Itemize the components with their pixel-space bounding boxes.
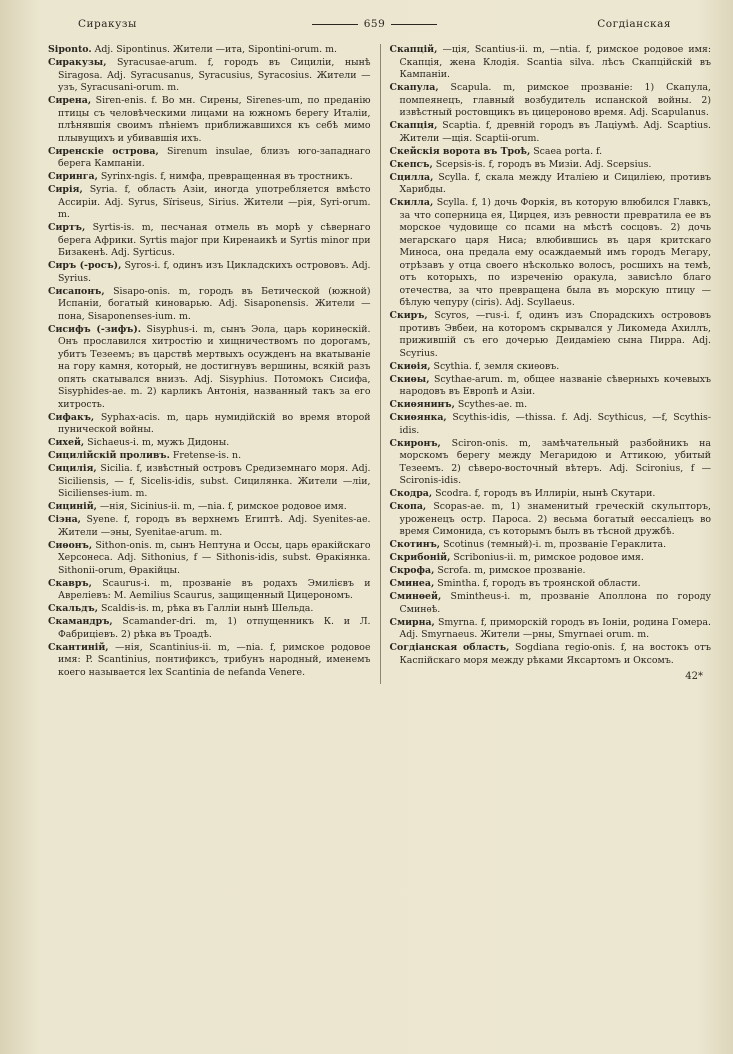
entry-headword: Скиръ, — [389, 310, 428, 321]
entry-definition: Sciron-onis. m, замѣчательный разбойникъ на морскомъ берегу между Мегаридою и Аттикою, убитый Тезеемъ. 2) сѣверо-восточный вѣтеръ. Adj. Scironius, f — Scironis-idis. — [399, 437, 711, 486]
entry-headword: Скиѳы, — [389, 373, 430, 385]
dictionary-entry — [390, 120, 712, 145]
entry-definition: Scaurus-i. m, прозваніе въ родахъ Эмилієвъ и Авреліевъ: M. Aemilius Scaurus, защищенный Цицерономъ. — [58, 577, 371, 601]
dictionary-entry — [48, 437, 371, 450]
entry-definition: Scaptia. f, древній городъ въ Лаціумѣ. Adj. Scaptius. Жители —щія. Scaptii-orum. — [399, 120, 711, 144]
entry-headword: Сирія, — [48, 184, 83, 195]
entry-definition: Scamander-dri. m, 1) отпущенникъ К. и Л. Фабриціевъ. 2) рѣка въ Троадѣ. — [58, 616, 371, 640]
entry-definition: Scrofa. m, римское прозваніе. — [437, 565, 586, 576]
entry-definition: Scotinus (темный)-i. m, прозваніе Гераклита. — [443, 539, 667, 550]
entry-definition: Sithon-onis. m, сынъ Нептуна и Оссы, царь ѳракійскаго Херсонеса. Adj. Sithonius, f — Sithonis-idis, subst. Ѳракіянка. Sithonii-orum, Ѳракійцы. — [58, 539, 371, 576]
header-left-catchword: Сиракузы — [78, 18, 137, 30]
entry-definition: Sirenum insulae, близъ юго-западнаго берега Кампаніи. — [58, 145, 371, 169]
entry-definition: —нія, Scantinius-ii. m, —nia. f, римское родовое имя: P. Scantinius, понтификсъ, трибунъ народный, именемъ коего называется lex Scantinia de nefanda Venere. — [58, 641, 371, 678]
dictionary-entry — [48, 540, 371, 578]
entry-definition: Scythes-ae. m. — [457, 399, 528, 410]
dictionary-entry — [48, 412, 371, 437]
dictionary-entry — [390, 146, 712, 159]
dictionary-entry — [48, 146, 371, 171]
entry-definition: Sichaeus-i. m, мужъ Дидоны. — [87, 437, 230, 448]
entry-definition: Scylla. f, скала между Италіею и Сициліею, противъ Харибды. — [399, 171, 711, 195]
entry-definition: Syene. f, городъ въ верхнемъ Египтѣ. Adj. Syenites-ae. Жители —эны, Syenitae-arum. m. — [58, 514, 371, 538]
dictionary-entry — [390, 310, 712, 360]
entry-definition: Siren-enis. f. Во мн. Сирены, Sirenes-um, по преданію птицы съ человѣческими лицами на южномъ берегу Италіи, плѣнявшія своимъ пѣніемъ приближавшихся къ себѣ мимо плывущихъ и убивавшія ихъ. — [58, 95, 371, 144]
entry-headword: Скрибоній, — [389, 552, 451, 563]
right-column — [380, 44, 712, 684]
entry-definition: Syphax-acis. m, царь нумидійскій во время второй пунической войны. — [58, 411, 371, 435]
dictionary-entry — [390, 552, 712, 565]
entry-definition: Scylla. f, 1) дочь Форкія, въ которую влюбился Главкъ, за что соперница ея, Цирцея, изъ ревности превратила ее въ морское чудовище со псами на мѣстѣ сосцовъ. 2) дочь мегарскаго царя Ниса; влюбившись въ царя критскаго Миноса, она предала ему осаждаемый имъ городъ Мегару, отрѣзавъ у отца своего нѣсколько волосъ, росшихъ на темѣ, отъ которыхъ, по изреченію оракула, зависѣло благо отечества, за что превращена была въ морскую птицу — бѣлую чепуру (ciris). Adj. Scyllaeus. — [399, 197, 711, 308]
dictionary-entry — [48, 171, 371, 184]
entry-definition: Scythis-idis, —thissa. f. Adj. Scythicus, —f, Scythis-idis. — [399, 412, 711, 436]
dictionary-entry — [390, 399, 712, 412]
entry-definition: Adj. Sipontinus. Жители —ита, Sipontini-orum. m. — [94, 44, 337, 55]
entry-definition: Smintheus-i. m, прозваніе Аполлона по городу Сминѳѣ. — [399, 591, 711, 615]
entry-definition: Scyros, —rus-i. f, одинъ изъ Спорадскихъ острововъ противъ Эвбеи, на которомъ скрывался у Ликомеда Ахиллъ, прижившій съ его дочерью Деидаміею сына Пирра. Adj. Scyrius. — [399, 310, 712, 359]
entry-definition: Scaea porta. f. — [533, 145, 603, 157]
entry-definition: —ція, Scantius-ii. m, —ntia. f, римское родовое имя: Скапція, жена Клодія. Scantia silva. лѣсъ Скапційскій въ Кампаніи. — [399, 44, 711, 80]
entry-definition: Sicilia. f, извѣстный островъ Средиземнаго моря. Adj. Siciliensis, — f, Sicelis-idis, subst. Сицилянка. Жители —ліи, Sicilienses-ium. m. — [58, 463, 371, 499]
entry-headword: Сирена, — [48, 95, 92, 106]
entry-headword: Скавръ, — [48, 577, 92, 589]
dictionary-entry — [390, 438, 712, 488]
entry-headword: Скальдъ, — [48, 603, 98, 614]
dictionary-entry — [48, 184, 371, 222]
entry-headword: Скантиній, — [48, 641, 109, 653]
signature-mark: 42* — [685, 671, 703, 682]
dictionary-entry — [390, 412, 712, 437]
dictionary-entry — [48, 616, 371, 641]
dictionary-entry — [390, 374, 712, 399]
entry-definition: —нія, Sicinius-ii. m, —nia. f, римское родовое имя. — [99, 501, 347, 512]
entry-headword: Сицилійскій проливъ. — [48, 450, 170, 461]
entry-definition: Syros-i. f, одинъ изъ Цикладскихъ острововъ. Adj. Syrius. — [58, 260, 371, 284]
dictionary-entry — [48, 324, 371, 412]
dictionary-entry — [390, 197, 712, 310]
entry-headword: Сиракузы, — [48, 57, 107, 68]
text-columns — [48, 44, 711, 684]
entry-headword: Скапцій, — [389, 44, 438, 55]
entry-headword: Сисапонъ, — [48, 285, 105, 297]
dictionary-entry — [390, 539, 712, 552]
dictionary-entry — [390, 488, 712, 501]
entry-headword: Сиренскіе острова, — [48, 145, 159, 157]
entry-headword: Сиръ (-росъ), — [48, 260, 122, 271]
dictionary-entry — [390, 591, 712, 616]
entry-headword: Сминѳей, — [389, 591, 442, 602]
dictionary-entry — [48, 260, 371, 285]
dictionary-entry — [48, 222, 371, 260]
dictionary-entry — [48, 578, 371, 603]
entry-headword: Сисифъ (-зифъ). — [48, 323, 142, 335]
dictionary-entry — [390, 82, 712, 120]
entry-headword: Siponto. — [48, 44, 92, 55]
entry-headword: Сиртъ, — [48, 222, 86, 233]
left-column — [48, 44, 380, 684]
entry-definition: Smyrna. f, приморскій городъ въ Іоніи, родина Гомера. Adj. Smyrnaeus. Жители —рны, Smyrnaei orum. m. — [399, 616, 711, 640]
entry-headword: Сіэна, — [48, 514, 81, 525]
dictionary-entry — [390, 617, 712, 642]
entry-headword: Скапула, — [389, 82, 439, 93]
dictionary-entry — [48, 463, 371, 501]
dictionary-entry — [390, 361, 712, 374]
entry-definition: Syrinx-ngis. f, нимфа, превращенная въ тростникъ. — [100, 171, 353, 182]
entry-definition: Sisapo-onis. m, городъ въ Бетической (южной) Испаніи, богатый киноварью. Adj. Sisaponensis. Жители —пона, Sisaponenses-ium. m. — [58, 285, 371, 322]
dictionary-entry — [390, 642, 712, 667]
dictionary-entry — [48, 57, 371, 95]
entry-headword: Сминеа, — [389, 578, 435, 589]
entry-headword: Сифакъ, — [48, 411, 95, 423]
entry-headword: Скиронъ, — [389, 437, 441, 449]
entry-headword: Смирна, — [389, 616, 435, 628]
entry-definition: Syracusae-arum. f, городъ въ Сициліи, нынѣ Siragosa. Adj. Syracusanus, Syracusius, Syracosius. Жители —узъ, Syracusani-orum. m. — [58, 57, 371, 93]
entry-headword: Скопа, — [389, 501, 427, 512]
header-right-catchword: Согдіанская — [597, 18, 671, 30]
dictionary-entry — [48, 95, 371, 145]
entry-headword: Скамандръ, — [48, 616, 113, 627]
entry-definition: Scaldis-is. m, рѣка въ Галліи нынѣ Шельда. — [100, 603, 314, 614]
entry-definition: Sogdiana regio-onis. f, на востокъ отъ Каспійскаго моря между рѣками Яксартомъ и Оксомъ. — [399, 642, 711, 666]
entry-definition: Scythia. f, земля скиѳовъ. — [433, 360, 560, 372]
header-rule-left — [312, 24, 358, 25]
entry-headword: Скепсъ, — [389, 158, 433, 170]
entry-definition: Scepsis-is. f, городъ въ Мизіи. Adj. Scepsius. — [435, 158, 652, 170]
entry-headword: Сицилія, — [48, 463, 97, 474]
dictionary-entry — [48, 501, 371, 514]
dictionary-entry — [390, 159, 712, 172]
page-number: 659 — [363, 18, 386, 30]
entry-definition: Sisyphus-i. m, сынъ Эола, царь коринѳскій. Онъ прославился хитростію и хищничествомъ по дорогамъ, убитъ Тезеемъ; въ царствѣ мертвыхъ осужденъ на вкатываніе на гору камня, который, не достигнувъ вершины, всякій разъ опять скатывался внизъ. Adj. Sisyphius. Потомокъ Сисифа, Sisyphides-ae. m. 2) карликъ Антонія, названный такъ за его хитрость. — [58, 323, 371, 410]
running-head — [48, 14, 711, 34]
dictionary-entry — [390, 565, 712, 578]
header-rule-right — [391, 24, 437, 25]
dictionary-entry — [48, 44, 371, 57]
entry-definition: Scapula. m, римское прозваніе: 1) Скапула, помпеянецъ, главный возбудитель испанской войны. 2) извѣстный ростовщикъ въ цицероново время. Adj. Scapulanus. — [399, 82, 711, 118]
entry-definition: Scodra. f, городъ въ Иллиріи, нынѣ Скутари. — [435, 488, 656, 499]
entry-headword: Согдіанская область, — [389, 642, 510, 653]
entry-headword: Скиѳянинъ, — [389, 399, 455, 410]
entry-headword: Скейскія ворота въ Троѣ, — [389, 145, 531, 157]
entry-headword: Скилла, — [389, 197, 434, 208]
entry-headword: Скодра, — [389, 488, 433, 499]
dictionary-entry — [390, 501, 712, 539]
entry-definition: Sminthа. f, городъ въ троянской области. — [437, 578, 641, 589]
dictionary-entry — [390, 578, 712, 591]
entry-headword: Скиѳія, — [389, 360, 431, 372]
dictionary-entry — [48, 514, 371, 539]
header-page-number-group — [312, 18, 438, 30]
entry-headword: Скапція, — [389, 120, 438, 131]
entry-definition: Syrtis-is. m, песчаная отмель въ морѣ у сѣвернаго берега Африки. Syrtis major при Киренаикѣ и Syrtis minor при Бизакенѣ. Adj. Syrticus. — [58, 222, 371, 258]
entry-definition: Scribonius-ii. m, римское родовое имя. — [453, 552, 644, 563]
entry-definition: Scythae-arum. m, общее названіе сѣверныхъ кочевыхъ народовъ въ Европѣ и Азіи. — [399, 373, 711, 397]
dictionary-entry — [390, 44, 712, 82]
entry-definition: Fretense-is. n. — [172, 450, 242, 461]
entry-headword: Скрофа, — [389, 565, 435, 576]
dictionary-entry — [48, 450, 371, 463]
dictionary-entry — [48, 642, 371, 680]
entry-definition: Scopas-ae. m, 1) знаменитый греческій скульпторъ, уроженецъ остр. Пароса. 2) весьма богатый ѳессаліецъ во время Симонида, съ которымъ былъ въ тѣсной дружбѣ. — [399, 501, 712, 537]
entry-headword: Скотинъ, — [389, 539, 441, 550]
dictionary-entry — [48, 603, 371, 616]
entry-headword: Сцилла, — [389, 171, 434, 183]
entry-definition: Syria. f, область Азіи, иногда употребляется вмѣсто Ассиріи. Adj. Syrus, Sïriseus, Sirius. Жители —рія, Syri-orum. m. — [58, 184, 371, 220]
entry-headword: Сиринга, — [48, 171, 98, 182]
entry-headword: Сиѳонъ, — [48, 539, 93, 551]
dictionary-entry — [48, 286, 371, 324]
entry-headword: Скиѳянка, — [389, 412, 447, 423]
dictionary-entry — [390, 172, 712, 197]
entry-headword: Сициній, — [48, 501, 97, 512]
entry-headword: Сихей, — [48, 437, 85, 448]
